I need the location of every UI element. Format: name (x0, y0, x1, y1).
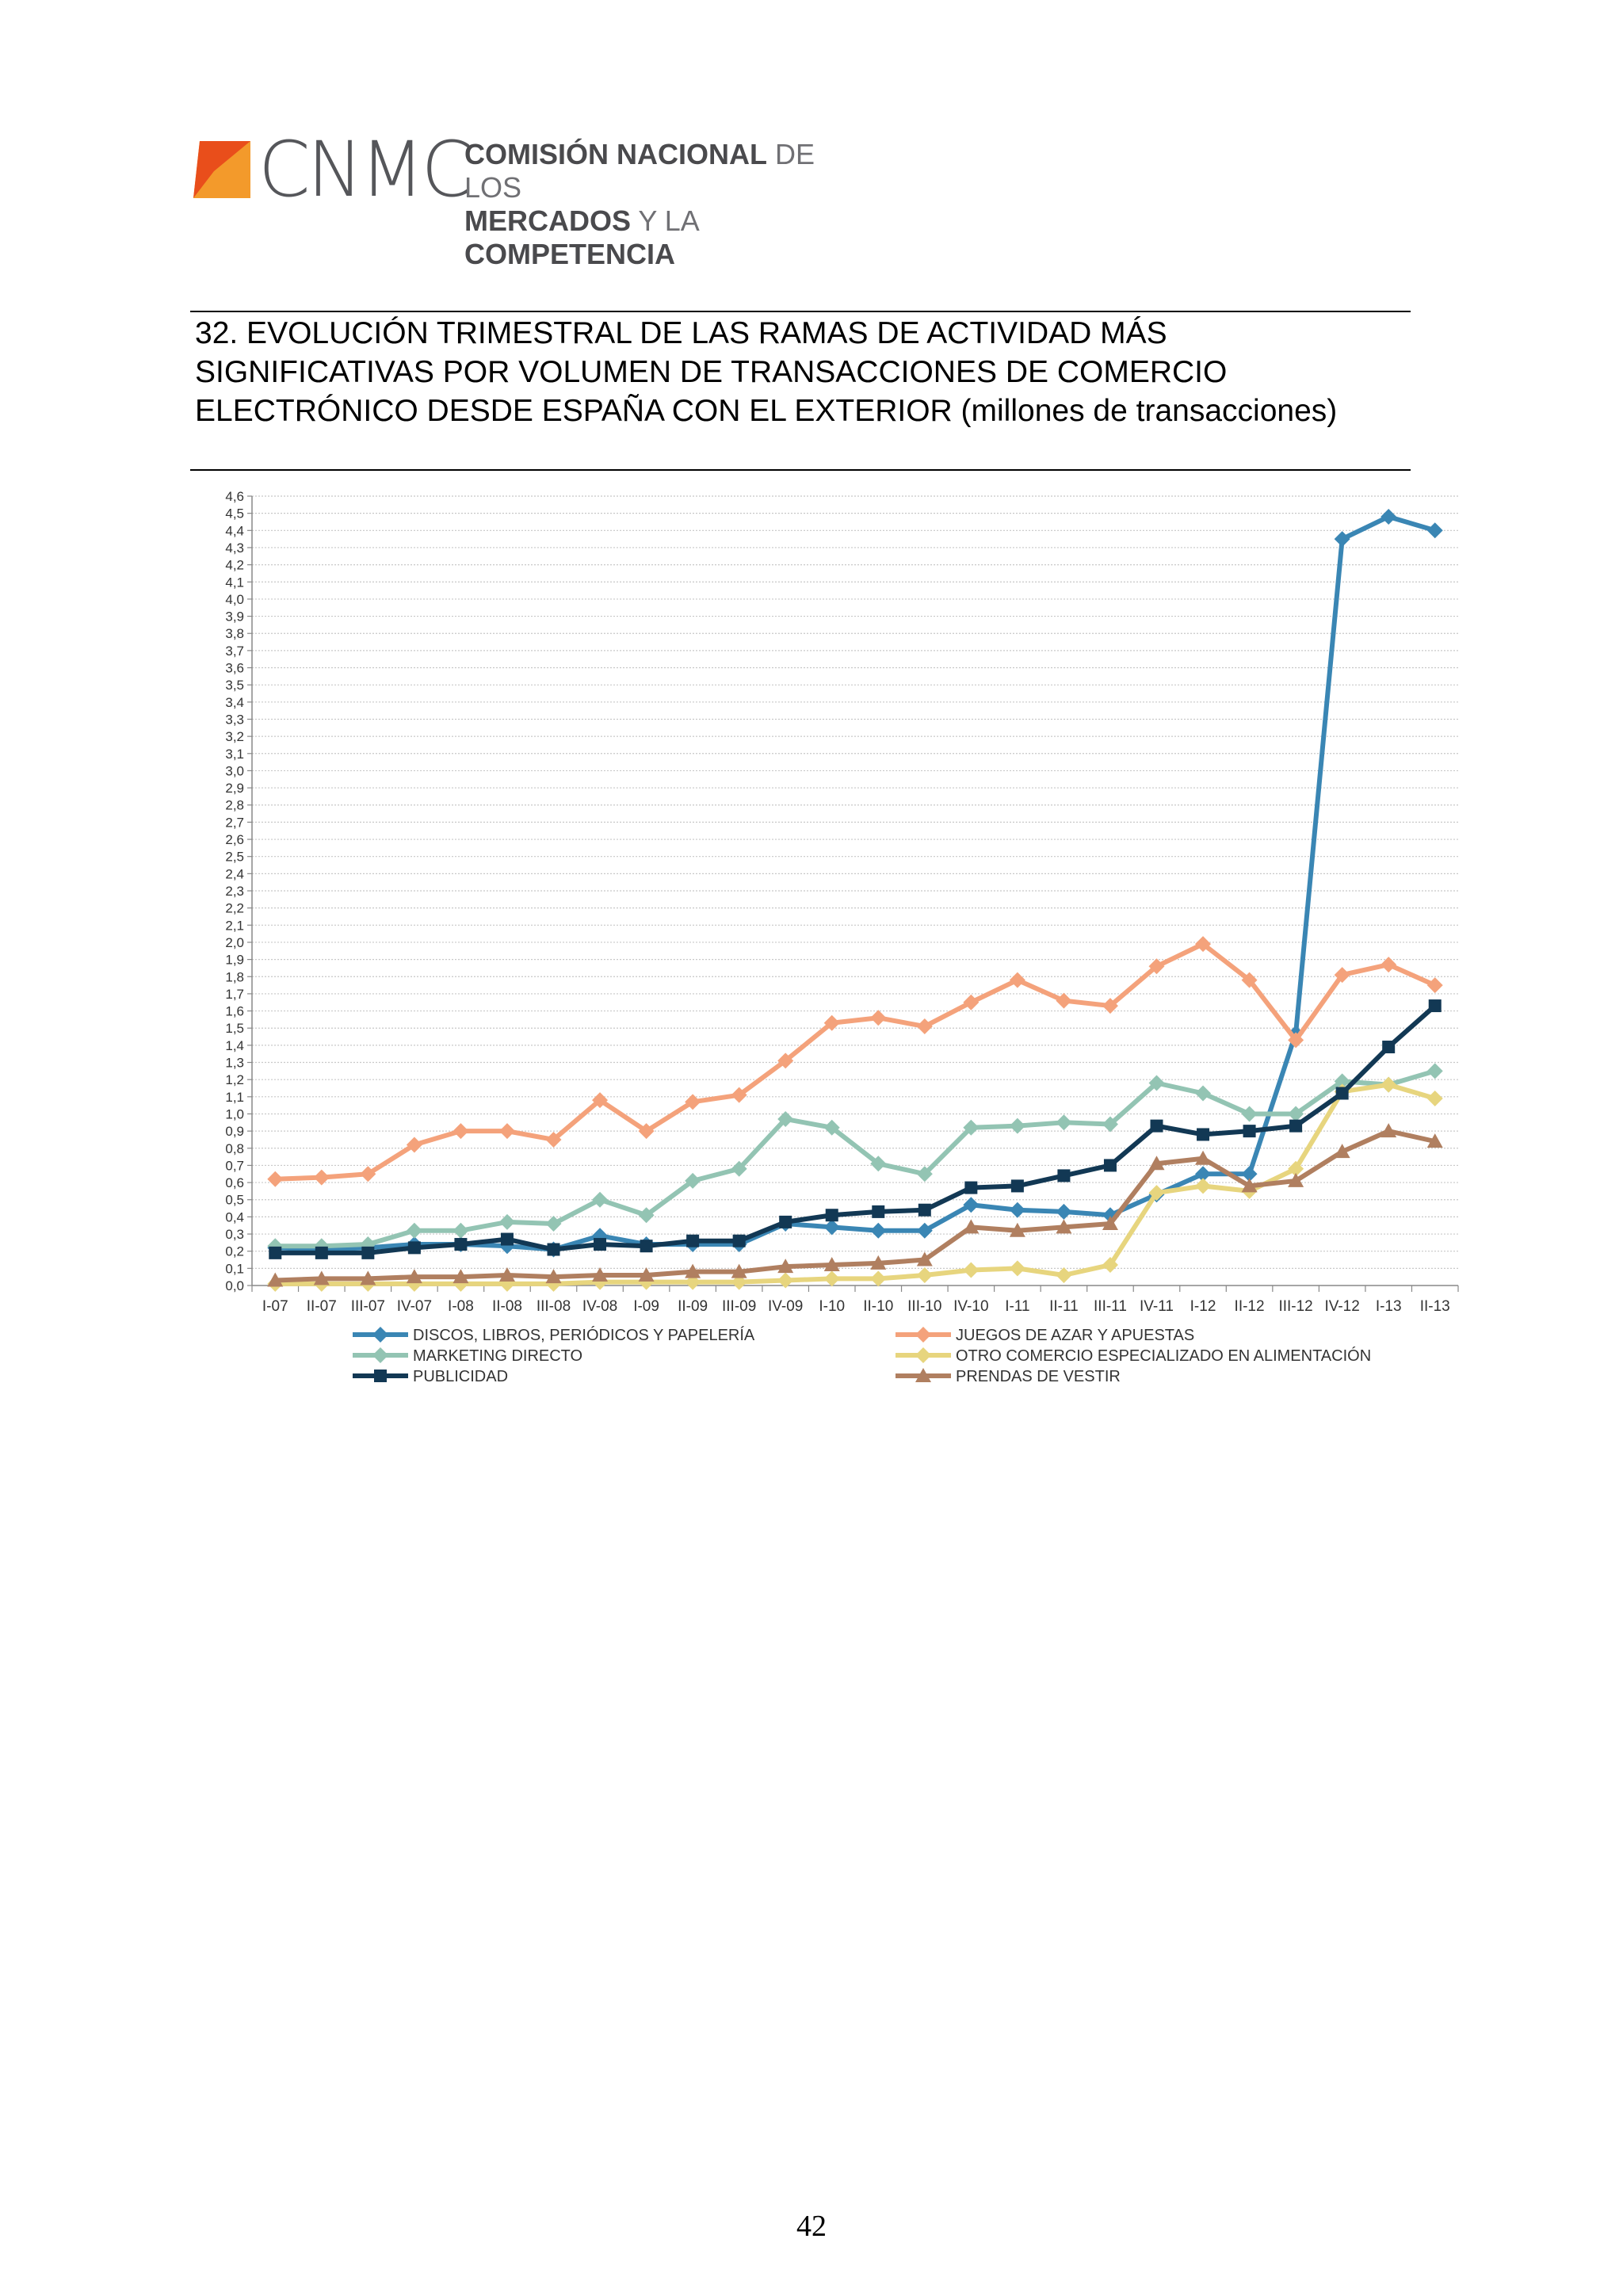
x-tick-label: IV-12 (1324, 1298, 1360, 1315)
data-point (824, 1219, 840, 1235)
cnmc-logo-mark-icon (193, 141, 250, 198)
y-tick-label: 1,9 (225, 952, 244, 968)
data-point (1242, 1106, 1258, 1121)
data-point (1382, 1041, 1395, 1053)
y-axis (225, 489, 252, 1293)
series-line (275, 1006, 1434, 1253)
data-point (824, 1270, 840, 1286)
x-tick-label: III-07 (350, 1298, 386, 1315)
data-point (372, 1347, 388, 1363)
data-point (1056, 993, 1071, 1009)
x-tick-label: I-09 (633, 1298, 659, 1315)
x-tick-label: II-08 (491, 1298, 522, 1315)
data-point (548, 1244, 560, 1256)
x-tick-label: IV-10 (953, 1298, 989, 1315)
y-tick-label: 4,2 (225, 557, 244, 573)
y-tick-label: 1,0 (225, 1106, 244, 1122)
legend-item (896, 1327, 1194, 1344)
data-point (915, 1327, 931, 1343)
legend-label: PUBLICIDAD (413, 1368, 509, 1385)
data-point (733, 1235, 746, 1247)
y-tick-label: 2,3 (225, 884, 244, 899)
data-point (1104, 1159, 1117, 1171)
y-tick-label: 1,7 (225, 986, 244, 1002)
series-line (275, 1131, 1434, 1280)
page-number: 42 (796, 2210, 827, 2243)
legend-item (353, 1347, 582, 1365)
line-chart (190, 476, 1474, 1411)
x-tick-label: I-13 (1375, 1298, 1402, 1315)
legend (353, 1326, 1371, 1385)
data-point (269, 1247, 281, 1259)
y-tick-label: 0,1 (225, 1261, 244, 1277)
data-point (1427, 977, 1443, 993)
series-4 (269, 999, 1441, 1259)
x-tick-label: II-12 (1234, 1298, 1265, 1315)
y-tick-label: 0,2 (225, 1244, 244, 1259)
y-tick-label: 2,7 (225, 815, 244, 831)
legend-item (353, 1326, 755, 1344)
data-point (1056, 1114, 1071, 1130)
x-tick-label: IV-07 (396, 1298, 433, 1315)
data-point (594, 1238, 606, 1251)
x-tick-label: II-09 (678, 1298, 708, 1315)
data-point (1289, 1120, 1302, 1133)
x-tick-label: III-09 (721, 1298, 757, 1315)
data-point (1195, 1178, 1211, 1194)
logo-line2-bold-a: MERCADOS (464, 204, 632, 237)
y-tick-label: 3,9 (225, 609, 244, 625)
data-point (964, 1182, 977, 1194)
x-tick-label: IV-11 (1140, 1298, 1174, 1315)
y-tick-label: 0,0 (225, 1278, 244, 1293)
y-tick-label: 1,8 (225, 969, 244, 985)
y-tick-label: 3,1 (225, 746, 244, 762)
y-tick-label: 2,1 (225, 918, 244, 934)
y-tick-label: 2,6 (225, 832, 244, 848)
logo-letters: CNMC (258, 125, 471, 214)
legend-item (896, 1368, 1121, 1385)
data-point (1335, 531, 1350, 547)
data-point (267, 1171, 283, 1187)
x-tick-label: III-10 (907, 1298, 942, 1315)
x-tick-label: II-10 (863, 1298, 894, 1315)
x-tick-label: III-08 (536, 1298, 571, 1315)
data-point (870, 1010, 886, 1026)
y-tick-label: 2,5 (225, 849, 244, 865)
gridlines (252, 496, 1458, 1268)
x-tick-label: I-12 (1190, 1298, 1216, 1315)
data-point (361, 1247, 374, 1259)
data-point (1427, 1091, 1443, 1106)
data-point (1011, 1179, 1024, 1192)
cnmc-logo (193, 125, 827, 270)
x-tick-label: I-11 (1005, 1298, 1030, 1315)
data-point (1336, 1087, 1349, 1099)
y-tick-label: 3,3 (225, 712, 244, 728)
data-point (826, 1209, 838, 1221)
y-tick-label: 1,2 (225, 1072, 244, 1088)
y-tick-label: 0,8 (225, 1140, 244, 1156)
data-point (917, 1267, 933, 1283)
legend-label: PRENDAS DE VESTIR (956, 1368, 1121, 1385)
figure-title: 32. EVOLUCIÓN TRIMESTRAL DE LAS RAMAS DE ACTIVIDAD MÁS SIGNIFICATIVAS POR VOLUMEN DE TRANSACCIONES DE COMERCIO ELECTRÓNICO DESDE ESPAÑA CON EL EXTERIOR (millones de transacciones) (195, 316, 1338, 428)
series-1 (267, 936, 1442, 1187)
x-tick-label: I-08 (448, 1298, 474, 1315)
y-tick-label: 1,1 (225, 1089, 244, 1105)
y-tick-label: 1,5 (225, 1021, 244, 1037)
data-point (453, 1123, 468, 1139)
data-point (408, 1241, 421, 1254)
data-point (963, 1263, 979, 1278)
y-tick-label: 4,0 (225, 591, 244, 607)
y-tick-label: 1,4 (225, 1037, 244, 1053)
x-tick-label: II-13 (1419, 1298, 1450, 1315)
title-bottom-rule (190, 469, 1411, 471)
y-tick-label: 0,3 (225, 1227, 244, 1243)
y-tick-label: 3,0 (225, 763, 244, 779)
data-point (499, 1123, 515, 1139)
data-point (1056, 1267, 1071, 1283)
x-tick-label: III-11 (1094, 1298, 1127, 1315)
data-point (686, 1235, 699, 1247)
data-point (501, 1233, 514, 1246)
y-tick-label: 0,6 (225, 1175, 244, 1191)
data-point (918, 1204, 931, 1217)
data-point (407, 1223, 422, 1239)
title-top-rule (190, 311, 1411, 312)
y-tick-label: 3,7 (225, 643, 244, 659)
x-axis (252, 1286, 1458, 1315)
data-point (1195, 1085, 1211, 1101)
series-2 (267, 1063, 1442, 1254)
data-point (1010, 1260, 1025, 1276)
data-point (915, 1347, 931, 1363)
logo-line2-bold-b: COMPETENCIA (464, 238, 676, 270)
legend-label: DISCOS, LIBROS, PERIÓDICOS Y PAPELERÍA (413, 1327, 755, 1344)
y-tick-label: 4,3 (225, 540, 244, 556)
legend-label: JUEGOS DE AZAR Y APUESTAS (956, 1327, 1195, 1344)
y-tick-label: 2,0 (225, 934, 244, 950)
y-tick-label: 0,9 (225, 1124, 244, 1140)
data-point (1151, 1120, 1163, 1133)
x-tick-label: IV-08 (582, 1298, 618, 1315)
data-point (872, 1205, 884, 1218)
data-point (1429, 999, 1442, 1012)
data-point (870, 1223, 886, 1239)
x-tick-label: III-12 (1278, 1298, 1313, 1315)
data-point (1381, 509, 1396, 525)
y-tick-label: 4,6 (225, 489, 244, 504)
y-tick-label: 1,6 (225, 1003, 244, 1019)
series-line (275, 517, 1434, 1250)
data-point (374, 1370, 387, 1382)
y-tick-label: 1,3 (225, 1055, 244, 1071)
x-tick-label: II-07 (306, 1298, 337, 1315)
y-tick-label: 4,5 (225, 506, 244, 521)
y-tick-label: 3,5 (225, 678, 244, 693)
data-point (779, 1216, 792, 1228)
data-point (1010, 972, 1025, 988)
x-tick-label: II-11 (1049, 1298, 1079, 1315)
data-point (1427, 1063, 1443, 1079)
y-tick-label: 3,8 (225, 626, 244, 642)
y-tick-label: 0,5 (225, 1192, 244, 1208)
data-point (1010, 1202, 1025, 1218)
data-point (453, 1223, 468, 1239)
data-point (640, 1240, 653, 1252)
y-tick-label: 2,8 (225, 797, 244, 813)
y-tick-label: 3,4 (225, 694, 244, 710)
y-tick-label: 3,6 (225, 660, 244, 676)
x-tick-label: IV-09 (768, 1298, 804, 1315)
logo-org-name (464, 138, 827, 271)
data-point (1197, 1128, 1209, 1140)
y-tick-label: 4,4 (225, 523, 244, 539)
data-point (870, 1270, 886, 1286)
data-point (1057, 1169, 1070, 1182)
series-line (275, 1071, 1434, 1246)
data-point (454, 1238, 467, 1251)
y-tick-label: 3,2 (225, 729, 244, 745)
y-tick-label: 2,2 (225, 900, 244, 916)
data-point (1427, 522, 1443, 538)
y-tick-label: 0,7 (225, 1158, 244, 1174)
y-tick-label: 2,9 (225, 781, 244, 797)
x-tick-label: I-07 (262, 1298, 288, 1315)
logo-line2-thin: Y LA (638, 204, 698, 237)
logo-line1-bold: COMISIÓN NACIONAL (464, 138, 767, 170)
data-point (315, 1247, 328, 1259)
y-tick-label: 2,4 (225, 866, 244, 882)
legend-label: MARKETING DIRECTO (413, 1347, 583, 1365)
legend-label: OTRO COMERCIO ESPECIALIZADO EN ALIMENTACIÓN (956, 1347, 1372, 1365)
data-point (372, 1327, 388, 1343)
y-tick-label: 0,4 (225, 1209, 244, 1225)
legend-item (896, 1347, 1371, 1365)
x-tick-label: I-10 (819, 1298, 846, 1315)
legend-item (353, 1368, 508, 1385)
data-point (1243, 1125, 1256, 1137)
y-tick-label: 4,1 (225, 575, 244, 590)
logo-line1-thin: DE LOS (464, 138, 815, 204)
